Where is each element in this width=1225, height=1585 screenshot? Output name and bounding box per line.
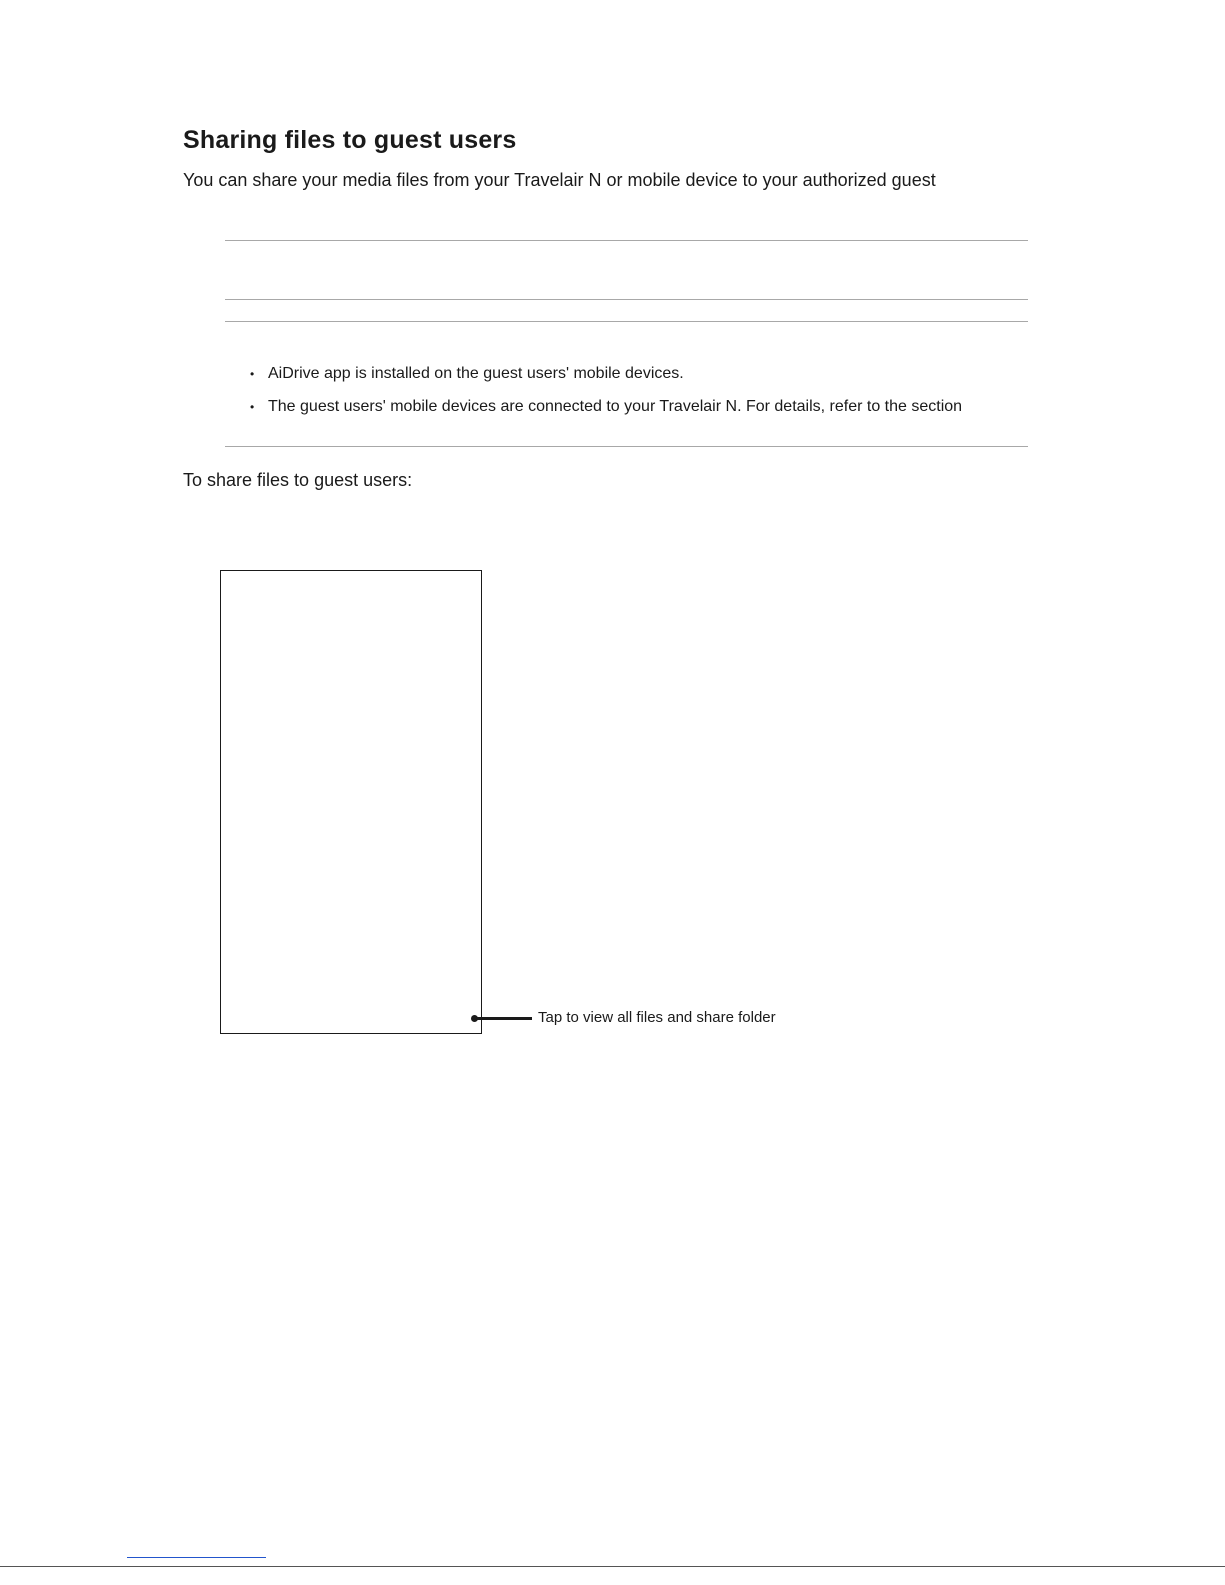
steps-intro: To share files to guest users:: [183, 470, 413, 490]
requirement-text: AiDrive app is installed on the guest users' mobile devices.: [268, 365, 684, 383]
section-intro: You can share your media files from your Travelair N or mobile device to your authorized guest: [183, 170, 936, 190]
bullet-icon: •: [250, 400, 255, 414]
requirements-box-bottom-rule: [225, 446, 1028, 447]
requirements-box-top-rule: [225, 321, 1028, 322]
note-box-bottom-rule: [225, 299, 1028, 300]
list-item: [250, 362, 962, 395]
requirements-list: [250, 362, 962, 428]
section-heading: Sharing files to guest users: [183, 126, 517, 154]
app-screenshot-frame: [220, 570, 482, 1034]
bullet-icon: •: [250, 367, 255, 381]
footer-rule: [0, 1566, 1225, 1567]
note-box-top-rule: [225, 240, 1028, 241]
footer-link-underline[interactable]: [127, 1557, 266, 1558]
callout-label: Tap to view all files and share folder: [538, 1009, 776, 1026]
callout-leader-line: [476, 1017, 532, 1020]
requirement-text: The guest users' mobile devices are connected to your Travelair N. For details, refer to the section: [268, 398, 963, 416]
list-item: [250, 395, 962, 428]
